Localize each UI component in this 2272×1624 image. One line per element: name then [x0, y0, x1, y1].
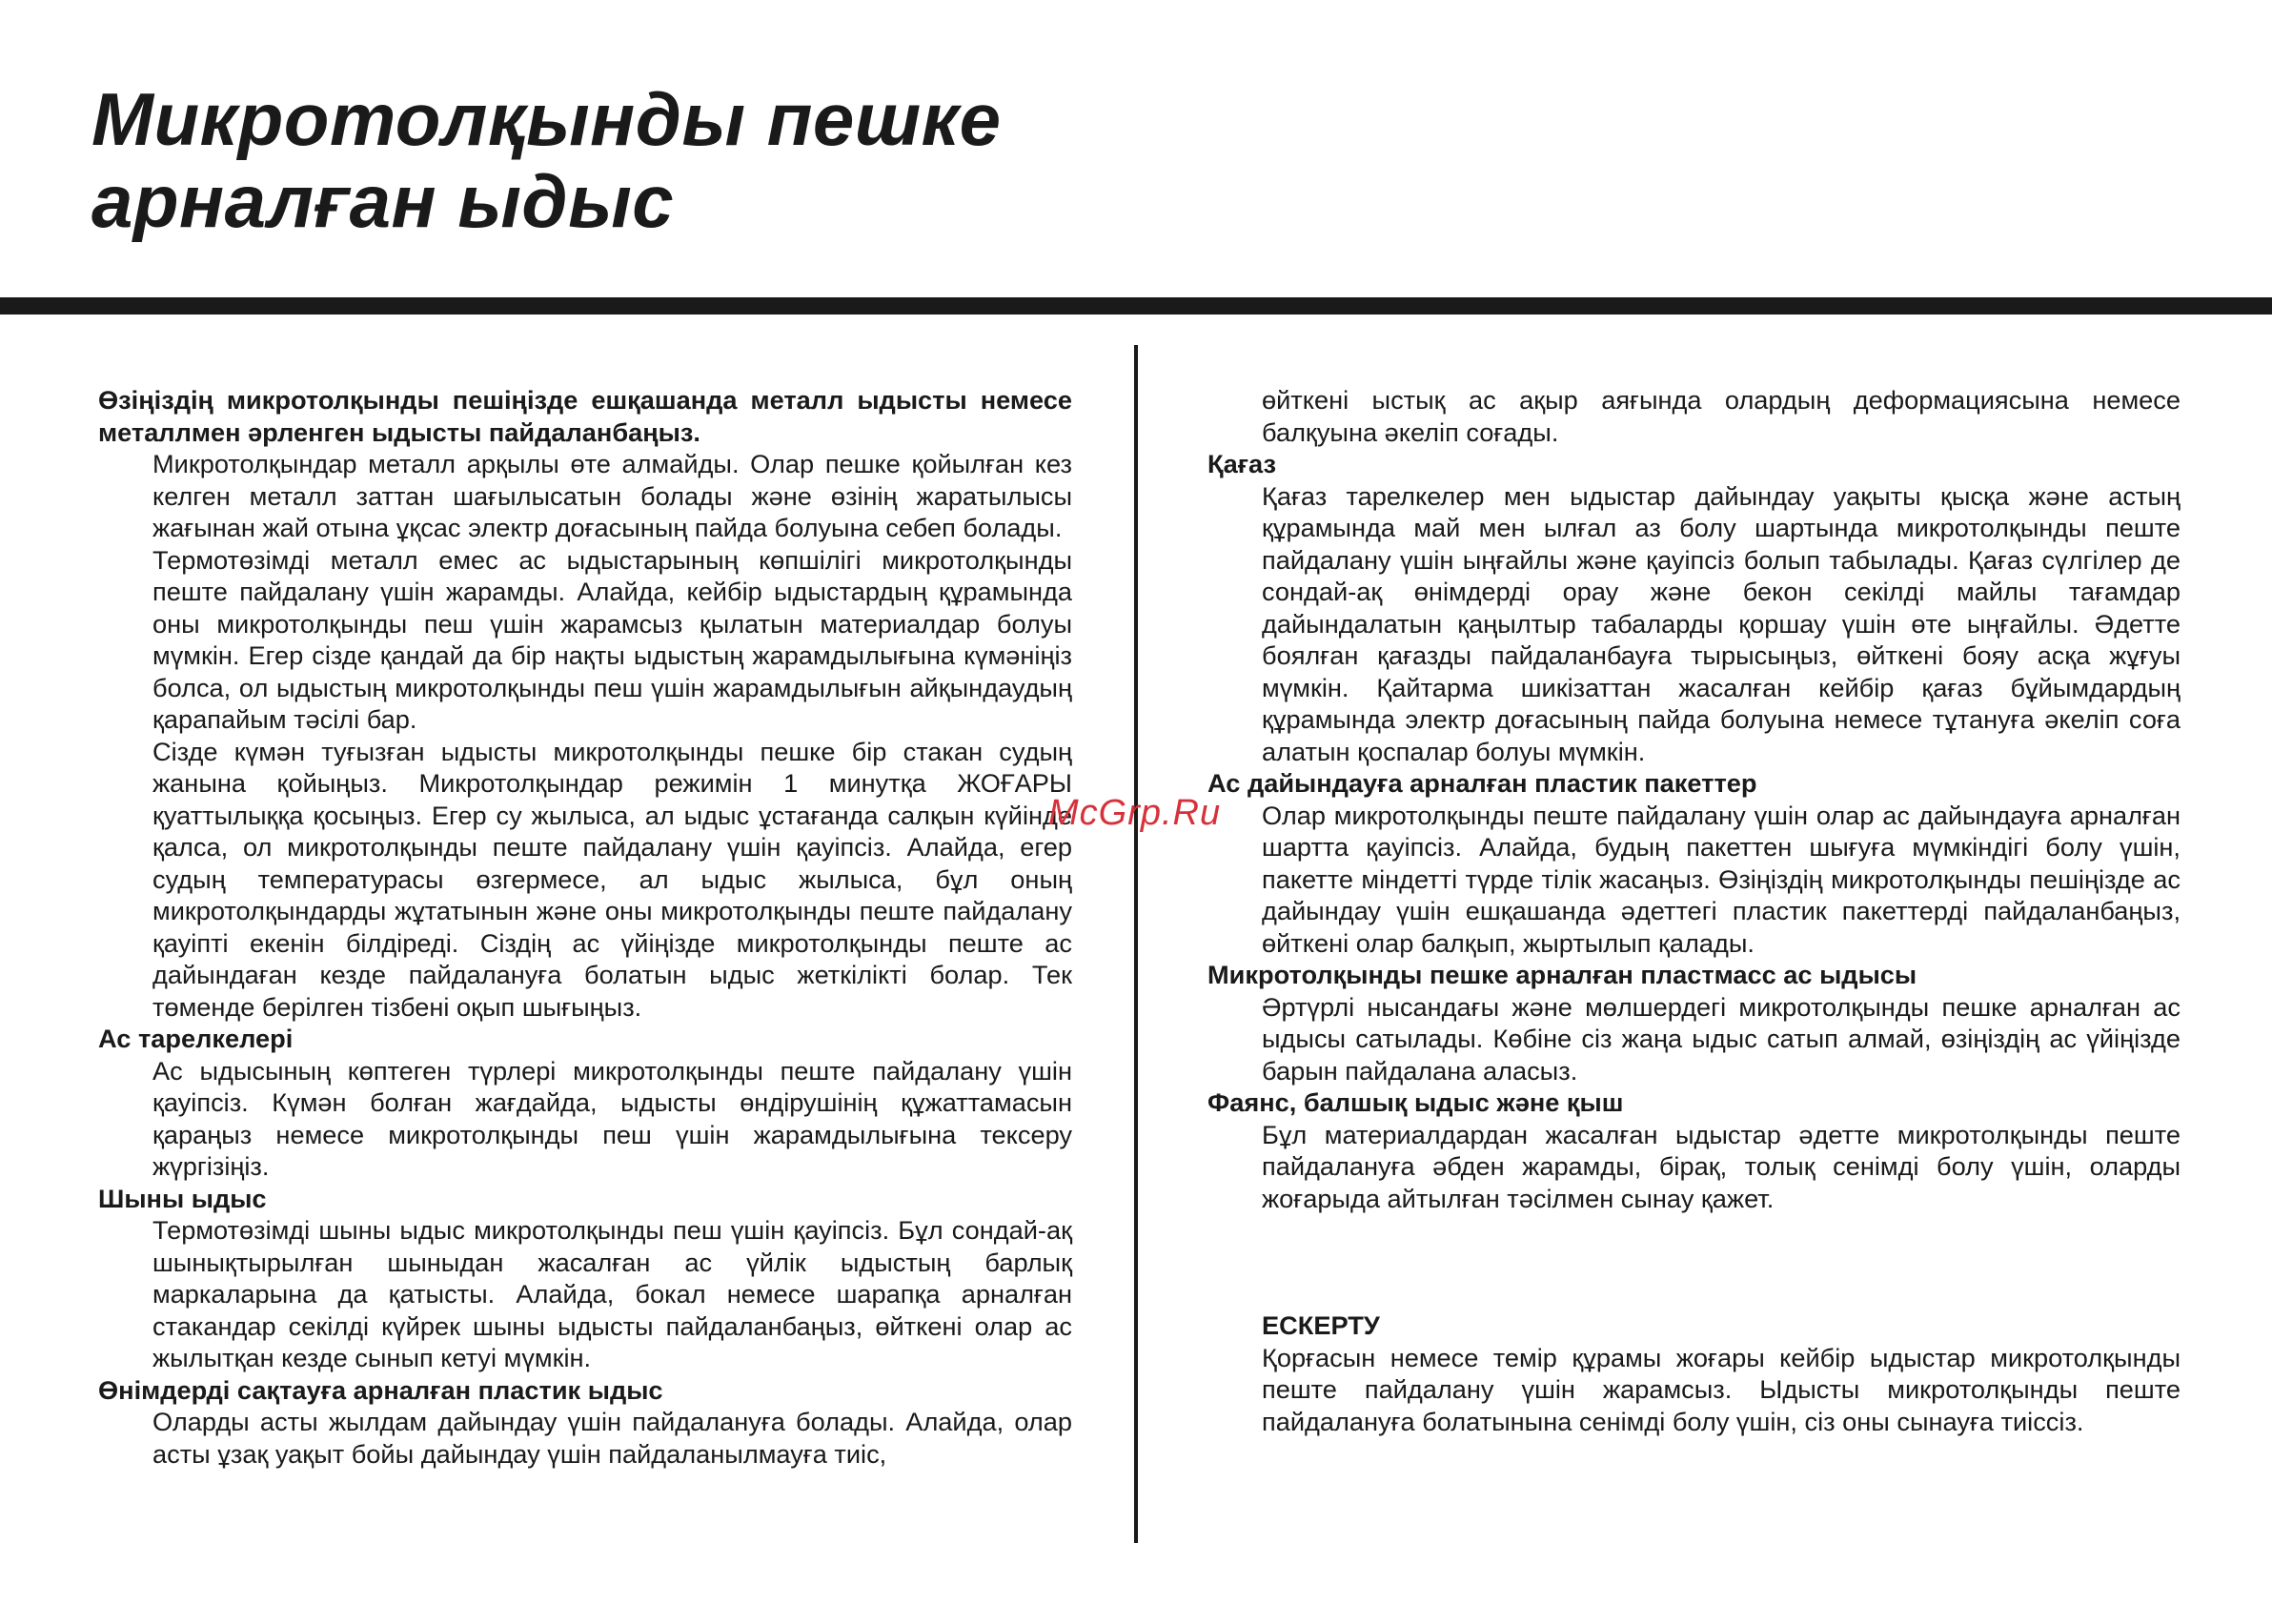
paragraph-paper: Қағаз тарелкелер мен ыдыстар дайындау уақыты қысқа және астың құрамында май мен ылғал аз болу шартында микротолқынды пеште пайдалану үшін ыңғайлы және қауіпсіз болып табылады. Қағаз сүлгілер де сондай-ақ өнімдерді орау және бекон секілді майлы тағамдар дайындалатын қаңылтыр табаларды қоршау үшін өте ыңғайлы. Әдетте боялған қағазды пайдаланбауға тырысыңыз, өйткені бояу асқа жұғуы мүмкін. Қайтарма шикізаттан жасалған кейбір қағаз бұйымдардың құрамында электр доғасының пайда болуына немесе тұтануға әкеліп соға алатын қоспалар болуы мүмкін. — [1262, 480, 2181, 766]
warning-heading: ЕСКЕРТУ — [1262, 1310, 1380, 1340]
left-column — [98, 384, 1072, 1470]
heading-cooking-bags: Ас дайындауға арналған пластик пакеттер — [1207, 768, 1757, 798]
intro-heading: Өзіңіздің микротолқынды пешіңізде ешқашанда металл ыдысты немесе металлмен әрленген ыдысты пайдаланбаңыз. — [98, 385, 1072, 447]
paragraph-storage-plastic-cont: өйткені ыстық ас ақыр аяғында олардың деформациясына немесе балқуына әкеліп соғады. — [1262, 385, 2181, 447]
heading-plates: Ас тарелкелері — [98, 1024, 294, 1053]
paragraph-plates: Ас ыдысының көптеген түрлері микротолқынды пеште пайдалану үшін қауіпсіз. Күмән болған жағдайда, ыдысты өндірушінің құжаттамасын қараңыз немесе микротолқынды пеш үшін жарамдылығына тексеру жүргізіңіз. — [152, 1055, 1072, 1181]
heading-glass: Шыны ыдыс — [98, 1183, 267, 1213]
warning-text: Қорғасын немесе темір құрамы жоғары кейбір ыдыстар микротолқынды пеште пайдалану үшін жарамсыз. Ыдысты микротолқынды пеште пайдалануға болатынына сенімді болу үшін, сіз оны сынауға тиіссіз. — [1262, 1342, 2181, 1436]
right-column — [1207, 384, 2181, 1437]
paragraph-storage-plastic: Оларды асты жылдам дайындау үшін пайдалануға болады. Алайда, олар асты ұзақ уақыт бойы дайындау үшін пайдаланылмауға тиіс, — [152, 1407, 1072, 1469]
heading-storage-plastic: Өнімдерді сақтауға арналған пластик ыдыс — [98, 1374, 663, 1405]
paragraph-ceramic: Бұл материалдардан жасалған ыдыстар әдетте микротолқынды пеште пайдалануға әбден жарамды, бірақ, толық сенімді болу үшін, оларды жоғарыда айтылған тәсілмен сынау қажет. — [1262, 1119, 2181, 1213]
paragraph-test: Сізде күмән туғызған ыдысты микротолқынды пешке бір стакан судың жанына қойыңыз. Микротолқындар режимін 1 минутқа ЖОҒАРЫ қуаттылыққа қосыңыз. Егер су жылыса, ал ыдыс ұстағанда салқын күйінде қалса, ол микротолқынды пеште пайдалану үшін қауіпсіз. Алайда, егер судың температурасы өзгермесе, ал ыдыс жылыса, бұл оның микротолқындарды жұтатынын және оны микротолқынды пеште пайдалану қауіпті екенін білдіреді. Сіздің ас үйіңізде микротолқынды пеште ас дайындаған кезде пайдалануға болатын ыдыс жеткілікті болар. Тек төменде берілген тізбені оқып шығыңыз. — [152, 736, 1072, 1022]
watermark: McGrp.Ru — [1048, 793, 1222, 833]
page-title — [91, 78, 1002, 242]
paragraph-microwave-plastic: Әртүрлі нысандағы және мөлшердегі микротолқынды пешке арналған ас ыдысы сатылады. Көбіне сіз жаңа ыдыс сатып алмай, өзіңіздің ас үйіңізде барын пайдалана аласыз. — [1262, 991, 2181, 1086]
column-divider — [1134, 345, 1138, 1543]
paragraph-heat-resistant: Термотөзімді металл емес ас ыдыстарының көпшілігі микротолқынды пеште пайдалану үшін жарамды. Алайда, кейбір ыдыстардың құрамында оны микротолқынды пеш үшін жарамсыз қылатын материалдар болуы мүмкін. Егер сізде қандай да бір нақты ыдыстың жарамдылығына күмәніңіз болса, ол ыдыстың микротолқынды пеш үшін жарамдылығын айқындаудың қарапайым тәсілі бар. — [152, 544, 1072, 734]
title-line-1: Микротолқынды пешке — [91, 77, 1002, 161]
paragraph-glass: Термотөзімді шыны ыдыс микротолқынды пеш үшін қауіпсіз. Бұл сондай-ақ шынықтырылған шыныдан жасалған ас үйлік ыдыстың барлық маркаларына да қатысты. Алайда, бокал немесе шарапқа арналған стакандар секілді күйрек шыны ыдысты пайдаланбаңыз, өйткені олар ас жылытқан кезде сынып кетуі мүмкін. — [152, 1215, 1072, 1372]
header-rule — [0, 297, 2272, 315]
heading-paper: Қағаз — [1207, 449, 1277, 478]
heading-microwave-plastic: Микротолқынды пешке арналған пластмасс ас ыдысы — [1207, 960, 1917, 989]
title-line-2: арналған ыдыс — [91, 159, 675, 243]
heading-ceramic: Фаянс, балшық ыдыс және қыш — [1207, 1087, 1624, 1117]
paragraph-cooking-bags: Олар микротолқынды пеште пайдалану үшін олар ас дайындауға арналған шартта қауіпсіз. Алайда, будың пакеттен шығуға мүмкіндігі болу үшін, пакетте міндетті түрде тілік жасаңыз. Өзіңіздің микротолқынды пешіңізде ас дайындау үшін ешқашанда әдеттегі пластик пакеттерді пайдаланбаңыз, өйткені олар балқып, жыртылып қалады. — [1262, 800, 2181, 958]
paragraph-metal: Микротолқындар металл арқылы өте алмайды. Олар пешке қойылған кез келген металл заттан шағылысатын болады және өзінің жаратылысы жағынан жай отына ұқсас электр доғасының пайда болуына себеп болады. — [152, 449, 1072, 542]
